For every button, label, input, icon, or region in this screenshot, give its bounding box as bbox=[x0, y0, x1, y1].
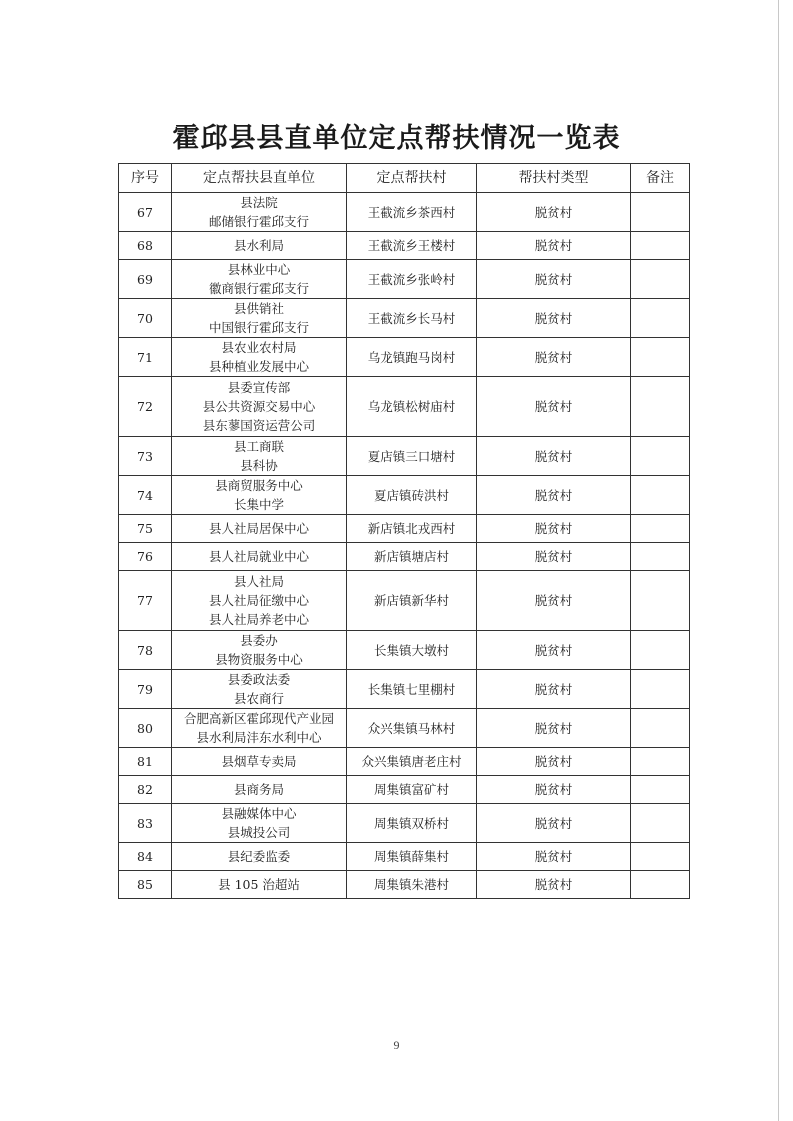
unit-name: 县 105 治超站 bbox=[218, 877, 300, 892]
row-village-type: 脱贫村 bbox=[477, 804, 631, 843]
row-assisting-units bbox=[172, 515, 347, 543]
unit-name: 县水利局沣东水利中心 bbox=[196, 730, 322, 745]
row-assisted-village: 众兴集镇马林村 bbox=[347, 709, 477, 748]
row-remarks bbox=[631, 299, 690, 338]
row-serial-no: 69 bbox=[119, 260, 172, 299]
row-village-type: 脱贫村 bbox=[477, 437, 631, 476]
row-village-type: 脱贫村 bbox=[477, 843, 631, 871]
row-assisting-units bbox=[172, 232, 347, 260]
unit-name: 县人社局征缴中心 bbox=[208, 593, 309, 608]
unit-name: 县东蓼国资运营公司 bbox=[202, 418, 316, 433]
row-assisted-village: 新店镇北戎西村 bbox=[347, 515, 477, 543]
row-assisting-units bbox=[172, 776, 347, 804]
row-assisted-village: 周集镇双桥村 bbox=[347, 804, 477, 843]
row-remarks bbox=[631, 571, 690, 631]
unit-name: 县人社局就业中心 bbox=[208, 549, 309, 564]
row-assisted-village: 周集镇朱港村 bbox=[347, 871, 477, 899]
row-village-type: 脱贫村 bbox=[477, 476, 631, 515]
row-village-type: 脱贫村 bbox=[477, 515, 631, 543]
unit-name: 县物资服务中心 bbox=[215, 652, 303, 667]
table-row bbox=[119, 299, 690, 338]
row-village-type: 脱贫村 bbox=[477, 571, 631, 631]
unit-name: 中国银行霍邱支行 bbox=[208, 320, 309, 335]
row-assisting-units bbox=[172, 631, 347, 670]
row-assisting-units bbox=[172, 338, 347, 377]
table-row bbox=[119, 232, 690, 260]
row-remarks bbox=[631, 543, 690, 571]
unit-name: 县农商行 bbox=[233, 691, 284, 706]
header-village-type: 帮扶村类型 bbox=[477, 164, 631, 193]
row-village-type: 脱贫村 bbox=[477, 232, 631, 260]
row-assisted-village: 乌龙镇松树庙村 bbox=[347, 377, 477, 437]
row-village-type: 脱贫村 bbox=[477, 338, 631, 377]
unit-name: 县委宣传部 bbox=[227, 380, 291, 395]
row-village-type: 脱贫村 bbox=[477, 377, 631, 437]
row-serial-no: 83 bbox=[119, 804, 172, 843]
row-serial-no: 74 bbox=[119, 476, 172, 515]
row-serial-no: 72 bbox=[119, 377, 172, 437]
row-village-type: 脱贫村 bbox=[477, 871, 631, 899]
row-serial-no: 71 bbox=[119, 338, 172, 377]
row-serial-no: 67 bbox=[119, 193, 172, 232]
table-row bbox=[119, 193, 690, 232]
row-village-type: 脱贫村 bbox=[477, 748, 631, 776]
row-serial-no: 81 bbox=[119, 748, 172, 776]
unit-name: 县人社局养老中心 bbox=[208, 612, 309, 627]
row-remarks bbox=[631, 437, 690, 476]
row-assisted-village: 乌龙镇跑马岗村 bbox=[347, 338, 477, 377]
unit-name: 县供销社 bbox=[233, 301, 284, 316]
unit-name: 徽商银行霍邱支行 bbox=[208, 281, 309, 296]
header-serial-no: 序号 bbox=[119, 164, 172, 193]
row-assisting-units bbox=[172, 871, 347, 899]
unit-name: 县委办 bbox=[240, 633, 278, 648]
row-village-type: 脱贫村 bbox=[477, 631, 631, 670]
row-serial-no: 73 bbox=[119, 437, 172, 476]
unit-name: 县人社局居保中心 bbox=[208, 521, 309, 536]
row-assisted-village: 王截流乡王楼村 bbox=[347, 232, 477, 260]
row-remarks bbox=[631, 871, 690, 899]
unit-name: 邮储银行霍邱支行 bbox=[208, 214, 309, 229]
table-row bbox=[119, 871, 690, 899]
unit-name: 县纪委监委 bbox=[227, 849, 291, 864]
row-assisted-village: 长集镇大墩村 bbox=[347, 631, 477, 670]
row-remarks bbox=[631, 670, 690, 709]
row-serial-no: 75 bbox=[119, 515, 172, 543]
row-remarks bbox=[631, 377, 690, 437]
row-remarks bbox=[631, 193, 690, 232]
row-remarks bbox=[631, 748, 690, 776]
row-serial-no: 77 bbox=[119, 571, 172, 631]
assistance-table bbox=[118, 163, 690, 899]
row-serial-no: 84 bbox=[119, 843, 172, 871]
row-village-type: 脱贫村 bbox=[477, 260, 631, 299]
row-serial-no: 68 bbox=[119, 232, 172, 260]
row-remarks bbox=[631, 515, 690, 543]
row-village-type: 脱贫村 bbox=[477, 543, 631, 571]
unit-name: 县农业农村局 bbox=[221, 340, 297, 355]
row-village-type: 脱贫村 bbox=[477, 670, 631, 709]
table-row bbox=[119, 670, 690, 709]
row-assisted-village: 夏店镇三口塘村 bbox=[347, 437, 477, 476]
table-row bbox=[119, 804, 690, 843]
row-village-type: 脱贫村 bbox=[477, 709, 631, 748]
row-assisting-units bbox=[172, 476, 347, 515]
table-row bbox=[119, 338, 690, 377]
row-assisting-units bbox=[172, 709, 347, 748]
scan-edge-line bbox=[778, 0, 779, 1121]
table-row bbox=[119, 843, 690, 871]
row-assisted-village: 王截流乡长马村 bbox=[347, 299, 477, 338]
row-assisted-village: 长集镇七里棚村 bbox=[347, 670, 477, 709]
row-assisted-village: 周集镇富矿村 bbox=[347, 776, 477, 804]
row-remarks bbox=[631, 776, 690, 804]
row-remarks bbox=[631, 709, 690, 748]
table-row bbox=[119, 515, 690, 543]
unit-name: 长集中学 bbox=[233, 497, 284, 512]
row-assisting-units bbox=[172, 748, 347, 776]
table-row bbox=[119, 631, 690, 670]
row-assisting-units bbox=[172, 437, 347, 476]
unit-name: 县委政法委 bbox=[227, 672, 291, 687]
row-assisted-village: 王截流乡张岭村 bbox=[347, 260, 477, 299]
row-assisting-units bbox=[172, 377, 347, 437]
table-row bbox=[119, 377, 690, 437]
table-row bbox=[119, 571, 690, 631]
row-assisted-village: 众兴集镇唐老庄村 bbox=[347, 748, 477, 776]
row-serial-no: 78 bbox=[119, 631, 172, 670]
unit-name: 县工商联 bbox=[233, 439, 284, 454]
unit-name: 县种植业发展中心 bbox=[208, 359, 309, 374]
row-remarks bbox=[631, 260, 690, 299]
row-assisted-village: 新店镇塘店村 bbox=[347, 543, 477, 571]
table-row bbox=[119, 476, 690, 515]
table-body bbox=[119, 193, 690, 899]
unit-name: 县水利局 bbox=[233, 238, 284, 253]
row-assisted-village: 王截流乡茶西村 bbox=[347, 193, 477, 232]
row-assisting-units bbox=[172, 843, 347, 871]
row-remarks bbox=[631, 338, 690, 377]
row-assisted-village: 新店镇新华村 bbox=[347, 571, 477, 631]
header-assisted-village: 定点帮扶村 bbox=[347, 164, 477, 193]
header-remarks: 备注 bbox=[631, 164, 690, 193]
row-assisted-village: 周集镇薛集村 bbox=[347, 843, 477, 871]
row-assisted-village: 夏店镇砖洪村 bbox=[347, 476, 477, 515]
row-remarks bbox=[631, 843, 690, 871]
row-assisting-units bbox=[172, 571, 347, 631]
table-row bbox=[119, 748, 690, 776]
table-row bbox=[119, 260, 690, 299]
row-remarks bbox=[631, 476, 690, 515]
table-row bbox=[119, 709, 690, 748]
row-serial-no: 85 bbox=[119, 871, 172, 899]
unit-name: 县人社局 bbox=[233, 574, 284, 589]
row-remarks bbox=[631, 232, 690, 260]
row-serial-no: 70 bbox=[119, 299, 172, 338]
row-assisting-units bbox=[172, 260, 347, 299]
table-row bbox=[119, 543, 690, 571]
unit-name: 县科协 bbox=[240, 458, 278, 473]
row-assisting-units bbox=[172, 543, 347, 571]
unit-name: 县法院 bbox=[240, 195, 278, 210]
table-row bbox=[119, 776, 690, 804]
row-serial-no: 79 bbox=[119, 670, 172, 709]
header-assisting-units: 定点帮扶县直单位 bbox=[172, 164, 347, 193]
unit-name: 县林业中心 bbox=[227, 262, 291, 277]
unit-name: 县公共资源交易中心 bbox=[202, 399, 316, 414]
row-serial-no: 82 bbox=[119, 776, 172, 804]
unit-name: 县融媒体中心 bbox=[221, 806, 297, 821]
unit-name: 县商贸服务中心 bbox=[215, 478, 303, 493]
unit-name: 县城投公司 bbox=[227, 825, 291, 840]
unit-name: 县烟草专卖局 bbox=[221, 754, 297, 769]
row-village-type: 脱贫村 bbox=[477, 776, 631, 804]
document-title: 霍邱县县直单位定点帮扶情况一览表 bbox=[172, 123, 621, 154]
row-assisting-units bbox=[172, 804, 347, 843]
row-remarks bbox=[631, 631, 690, 670]
unit-name: 合肥高新区霍邱现代产业园 bbox=[183, 711, 334, 726]
unit-name: 县商务局 bbox=[233, 782, 284, 797]
row-assisting-units bbox=[172, 193, 347, 232]
row-assisting-units bbox=[172, 299, 347, 338]
table-header-row bbox=[119, 164, 690, 193]
row-assisting-units bbox=[172, 670, 347, 709]
row-serial-no: 80 bbox=[119, 709, 172, 748]
row-serial-no: 76 bbox=[119, 543, 172, 571]
row-village-type: 脱贫村 bbox=[477, 299, 631, 338]
row-remarks bbox=[631, 804, 690, 843]
row-village-type: 脱贫村 bbox=[477, 193, 631, 232]
page-number: 9 bbox=[393, 1038, 400, 1052]
table-row bbox=[119, 437, 690, 476]
